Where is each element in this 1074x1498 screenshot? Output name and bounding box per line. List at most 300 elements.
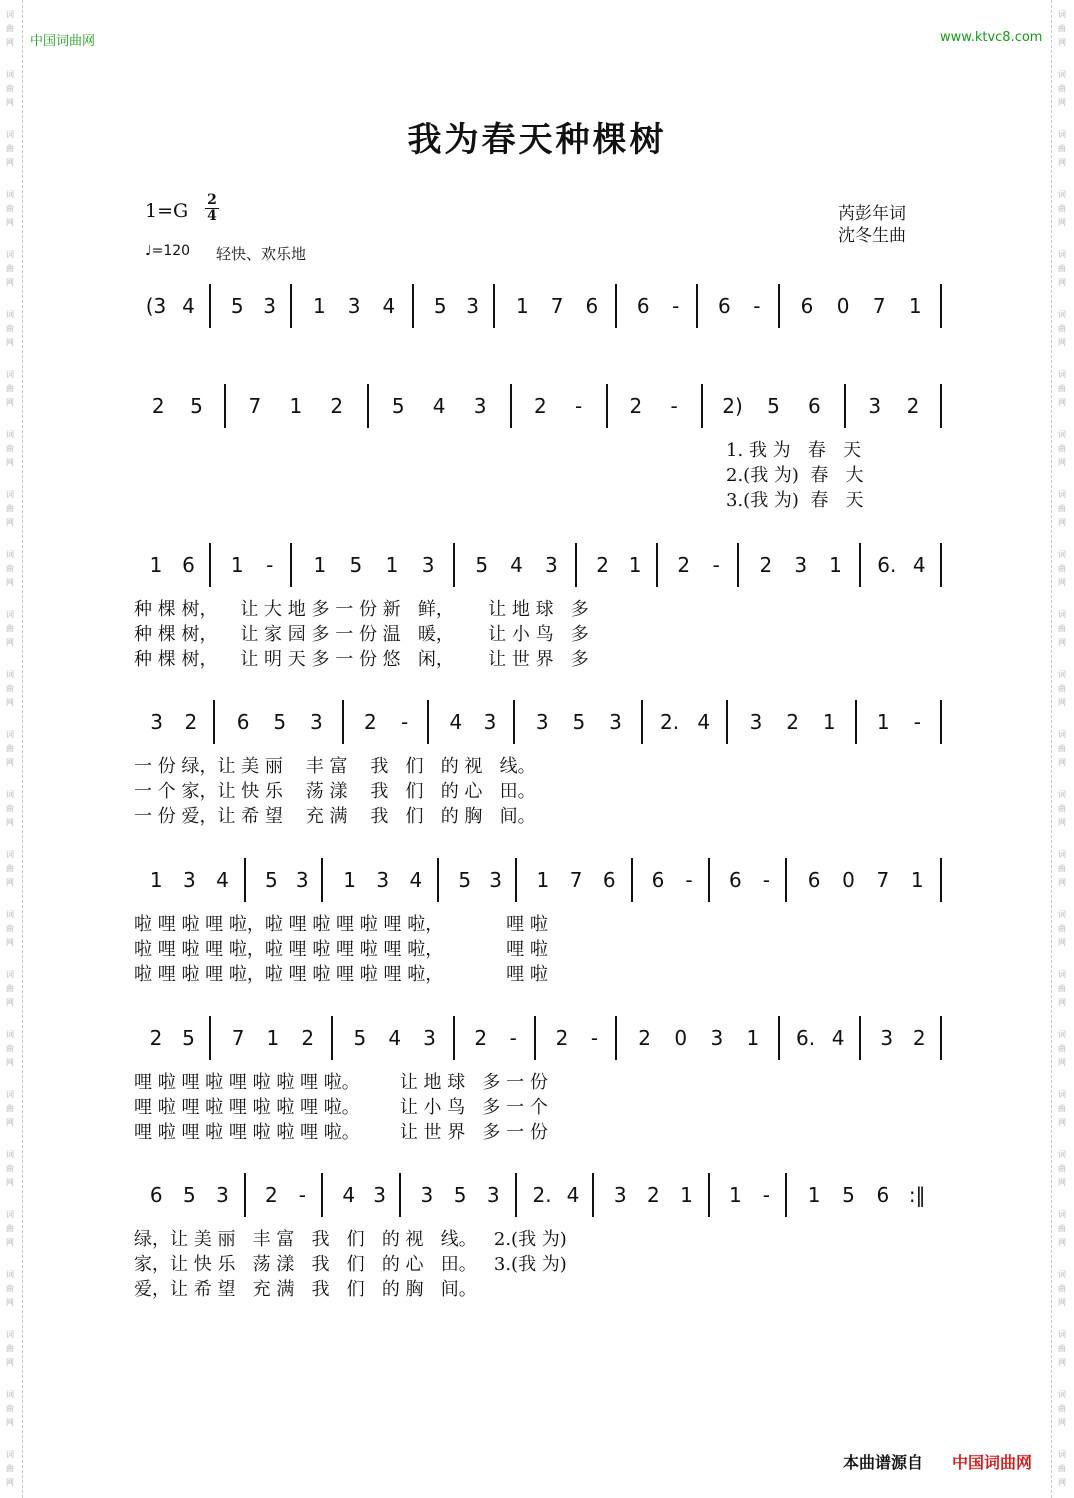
note: 2 — [906, 394, 920, 418]
lyric-line-3 — [0, 960, 1074, 984]
lyric-text: 一 份 爱，让 希 望 充 满 我 们 的 胸 间。 — [134, 806, 536, 827]
watermark-char: 曲 — [6, 744, 14, 753]
note: 2 — [184, 710, 198, 734]
watermark-char: 曲 — [1058, 1164, 1066, 1173]
watermark-char: 网 — [6, 1478, 14, 1487]
bar-line — [855, 700, 857, 744]
bar-line — [453, 1016, 455, 1060]
watermark-char: 曲 — [6, 1284, 14, 1293]
bar-line — [606, 384, 608, 428]
watermark-char: 曲 — [1058, 864, 1066, 873]
note: 5 — [433, 294, 447, 318]
note: 2 — [149, 1026, 163, 1050]
watermark-char: 网 — [6, 398, 14, 407]
note: - — [400, 710, 409, 734]
watermark-char: 词 — [6, 1090, 14, 1099]
watermark-char: 词 — [1058, 10, 1066, 19]
bar-line — [940, 543, 942, 587]
watermark-char: 词 — [1058, 310, 1066, 319]
note: 3 — [868, 394, 882, 418]
watermark-char: 词 — [6, 1270, 14, 1279]
watermark-char: 网 — [1058, 1118, 1066, 1127]
watermark-char: 词 — [6, 310, 14, 319]
bar-line — [515, 858, 517, 902]
note: - — [575, 394, 583, 418]
watermark-char: 网 — [6, 1418, 14, 1427]
note: - — [913, 710, 921, 734]
note: 1 — [149, 553, 163, 577]
watermark-char: 词 — [1058, 850, 1066, 859]
watermark-char: 网 — [6, 758, 14, 767]
bar-line — [290, 284, 292, 328]
bar-line — [696, 284, 698, 328]
watermark-char: 网 — [6, 1238, 14, 1247]
lyric-text: 绿，让 美 丽 丰 富 我 们 的 视 线。 2.(我 为) — [134, 1229, 567, 1250]
note: 3 — [373, 1183, 386, 1207]
watermark-char: 词 — [6, 1210, 14, 1219]
note: 5 — [349, 553, 363, 577]
note: 6 — [236, 710, 250, 734]
lyric-text: 哩 啦 哩 啦 哩 啦 啦 哩 啦。 让 世 界 多 一 份 — [134, 1122, 548, 1143]
watermark-char: 词 — [1058, 910, 1066, 919]
note: 1 — [746, 1026, 760, 1050]
watermark-char: 词 — [6, 1450, 14, 1459]
note: 5 — [353, 1026, 367, 1050]
watermark-char: 网 — [6, 98, 14, 107]
note: 5 — [391, 394, 405, 418]
note: 4 — [566, 1183, 580, 1207]
watermark-char: 网 — [6, 458, 14, 467]
watermark-char: 曲 — [6, 1044, 14, 1053]
watermark-char: 词 — [6, 430, 14, 439]
note: - — [298, 1183, 306, 1207]
watermark-char: 网 — [6, 698, 14, 707]
watermark-char: 词 — [6, 10, 14, 19]
lyric-line-1 — [0, 436, 1074, 460]
note: 0 — [836, 294, 850, 318]
note: 2 — [912, 1026, 926, 1050]
watermark-char: 曲 — [6, 1344, 14, 1353]
watermark-char: 曲 — [6, 24, 14, 33]
time-signature-top: 2 — [207, 192, 217, 208]
notes-line — [0, 858, 1074, 902]
lyric-line-2 — [0, 461, 1074, 485]
bar-line — [859, 543, 861, 587]
bar-line — [513, 700, 515, 744]
watermark-char: 网 — [1058, 1238, 1066, 1247]
lyric-line-1 — [0, 910, 1074, 934]
note: 2) — [722, 394, 743, 418]
watermark-char: 词 — [1058, 1330, 1066, 1339]
watermark-char: 曲 — [1058, 564, 1066, 573]
watermark-char: 曲 — [1058, 444, 1066, 453]
note: 5 — [458, 868, 472, 892]
watermark-char: 曲 — [1058, 984, 1066, 993]
bar-line — [940, 858, 942, 902]
note: 3 — [216, 1183, 229, 1207]
watermark-char: 词 — [6, 550, 14, 559]
lyricist-credit: 芮彭年词 — [838, 204, 906, 224]
watermark-char: 曲 — [1058, 324, 1066, 333]
note: 2 — [301, 1026, 315, 1050]
watermark-char: 网 — [1058, 1298, 1066, 1307]
bar-line — [367, 384, 369, 428]
note: 3 — [880, 1026, 894, 1050]
watermark-char: 网 — [1058, 158, 1066, 167]
watermark-char: 曲 — [6, 1464, 14, 1473]
lyric-text: 一 份 绿，让 美 丽 丰 富 我 们 的 视 线。 — [134, 756, 536, 777]
lyric-text: 啦 哩 啦 哩 啦，啦 哩 啦 哩 啦 哩 啦， 哩 啦 — [134, 914, 548, 935]
notes-line — [0, 1173, 1074, 1217]
note: 3 — [310, 710, 323, 734]
lyric-text: 啦 哩 啦 哩 啦，啦 哩 啦 哩 啦 哩 啦， 哩 啦 — [134, 964, 548, 985]
watermark-char: 曲 — [1058, 1224, 1066, 1233]
watermark-char: 词 — [6, 1330, 14, 1339]
lyric-line-3 — [0, 1118, 1074, 1142]
note: 7 — [550, 294, 564, 318]
note: 2 — [474, 1026, 488, 1050]
note: 3 — [466, 294, 480, 318]
bar-line — [244, 858, 246, 902]
lyric-text: 哩 啦 哩 啦 哩 啦 啦 哩 啦。 让 地 球 多 一 份 — [134, 1072, 548, 1093]
watermark-char: 曲 — [1058, 84, 1066, 93]
note: 4 — [409, 868, 423, 892]
note: 4 — [342, 1183, 356, 1207]
note: 5 — [475, 553, 489, 577]
note: 2 — [534, 394, 547, 418]
watermark-char: 曲 — [6, 204, 14, 213]
bar-line — [213, 700, 215, 744]
note: 3 — [263, 294, 277, 318]
lyric-text: 3.(我 为) 春 天 — [726, 490, 864, 511]
note: 7 — [876, 868, 890, 892]
note: 6 — [651, 868, 665, 892]
bar-line — [785, 1173, 787, 1217]
watermark-char: 曲 — [1058, 24, 1066, 33]
note: 1 — [313, 553, 327, 577]
note: 6. — [796, 1026, 816, 1050]
watermark-char: 曲 — [6, 1404, 14, 1413]
note: 4 — [912, 553, 926, 577]
note: 7 — [231, 1026, 245, 1050]
bar-line — [631, 858, 633, 902]
watermark-char: 曲 — [6, 444, 14, 453]
watermark-char: 曲 — [1058, 1464, 1066, 1473]
note: 7 — [569, 868, 583, 892]
watermark-char: 网 — [6, 638, 14, 647]
watermark-char: 网 — [1058, 758, 1066, 767]
note: 1 — [266, 1026, 280, 1050]
watermark-char: 曲 — [6, 324, 14, 333]
note: - — [266, 553, 274, 577]
watermark-char: 网 — [6, 518, 14, 527]
note: 3 — [295, 868, 309, 892]
note: 6 — [807, 868, 821, 892]
watermark-char: 网 — [6, 38, 14, 47]
watermark-char: 曲 — [1058, 384, 1066, 393]
watermark-char: 词 — [6, 790, 14, 799]
note: - — [762, 868, 770, 892]
watermark-char: 网 — [1058, 878, 1066, 887]
time-signature — [205, 193, 219, 224]
note: 2 — [629, 394, 643, 418]
note: 3 — [613, 1183, 627, 1207]
watermark-char: 网 — [6, 1178, 14, 1187]
watermark-char: 网 — [1058, 998, 1066, 1007]
footer-source-site[interactable]: 中国词曲网 — [952, 1453, 1033, 1472]
note: 3 — [423, 1026, 436, 1050]
bar-line — [244, 1173, 246, 1217]
bar-line — [321, 1173, 323, 1217]
note: 2 — [151, 394, 165, 418]
watermark-char: 曲 — [6, 144, 14, 153]
note: 3 — [489, 868, 502, 892]
site-url-right[interactable]: www.ktvc8.com — [940, 30, 1043, 45]
bar-line — [940, 284, 942, 328]
watermark-char: 网 — [1058, 578, 1066, 587]
watermark-char: 曲 — [6, 504, 14, 513]
note: 6 — [718, 294, 731, 318]
bar-line — [412, 284, 414, 328]
note: 5 — [453, 1183, 467, 1207]
bar-line — [331, 1016, 333, 1060]
note: 4 — [449, 710, 463, 734]
bar-line — [575, 543, 577, 587]
lyric-text: 种 棵 树， 让 明 天 多 一 份 悠 闲， 让 世 界 多 — [134, 649, 589, 670]
note: 1 — [876, 710, 890, 734]
watermark-char: 网 — [6, 278, 14, 287]
key-signature: 1=G — [145, 200, 189, 222]
note: 6 — [876, 1183, 890, 1207]
note: 7 — [248, 394, 262, 418]
credits — [838, 203, 906, 247]
watermark-char: 词 — [1058, 190, 1066, 199]
watermark-char: 网 — [1058, 1478, 1066, 1487]
bar-line — [515, 1173, 517, 1217]
note: 2 — [596, 553, 609, 577]
watermark-char: 网 — [1058, 458, 1066, 467]
watermark-char: 词 — [1058, 670, 1066, 679]
lyric-line-3 — [0, 486, 1074, 510]
note: - — [670, 394, 678, 418]
bar-line — [656, 543, 658, 587]
bar-line — [785, 858, 787, 902]
watermark-char: 词 — [1058, 70, 1066, 79]
watermark-char: 词 — [6, 670, 14, 679]
bar-line — [453, 543, 455, 587]
bar-line — [940, 1016, 942, 1060]
note: 2 — [786, 710, 799, 734]
watermark-char: 曲 — [6, 1164, 14, 1173]
watermark-char: 曲 — [6, 1104, 14, 1113]
tempo-marking: ♩=120 — [145, 243, 191, 259]
watermark-char: 词 — [1058, 430, 1066, 439]
note: 3 — [347, 294, 361, 318]
notes-line — [0, 700, 1074, 744]
note: 4 — [216, 868, 229, 892]
note: 0 — [842, 868, 855, 892]
song-title: 我为春天种棵树 — [407, 120, 667, 160]
notes-line — [0, 284, 1074, 328]
bar-line — [844, 384, 846, 428]
bar-line — [534, 1016, 536, 1060]
watermark-char: 曲 — [6, 264, 14, 273]
watermark-char: 词 — [1058, 1390, 1066, 1399]
note: 1 — [230, 553, 244, 577]
watermark-char: 词 — [1058, 1150, 1066, 1159]
note: 4 — [697, 710, 711, 734]
lyric-line-2 — [0, 1250, 1074, 1274]
watermark-char: 曲 — [1058, 204, 1066, 213]
bar-line — [224, 384, 226, 428]
watermark-char: 网 — [1058, 38, 1066, 47]
bar-line — [859, 1016, 861, 1060]
watermark-char: 曲 — [6, 384, 14, 393]
watermark-char: 词 — [6, 130, 14, 139]
watermark-char: 网 — [1058, 1058, 1066, 1067]
footer-source-label: 本曲谱源自 — [843, 1453, 924, 1472]
watermark-char: 词 — [1058, 790, 1066, 799]
watermark-char: 词 — [1058, 550, 1066, 559]
note: 1 — [680, 1183, 693, 1207]
watermark-char: 词 — [1058, 370, 1066, 379]
lyric-text: 种 棵 树， 让 大 地 多 一 份 新 鲜， 让 地 球 多 — [134, 599, 589, 620]
note: 5 — [264, 868, 278, 892]
watermark-char: 曲 — [1058, 924, 1066, 933]
watermark-char: 词 — [1058, 610, 1066, 619]
lyric-text: 爱，让 希 望 充 满 我 们 的 胸 间。 — [134, 1279, 477, 1300]
note: 1 — [807, 1183, 821, 1207]
note: 2 — [330, 394, 344, 418]
note: 4 — [182, 294, 195, 318]
watermark-char: 词 — [6, 1390, 14, 1399]
note: 5 — [190, 394, 203, 418]
note: 4 — [432, 394, 446, 418]
note: 3 — [150, 710, 164, 734]
note: - — [509, 1026, 517, 1050]
bar-line — [510, 384, 512, 428]
watermark-char: 网 — [6, 218, 14, 227]
watermark-char: 网 — [1058, 98, 1066, 107]
note: - — [590, 1026, 599, 1050]
note: 4 — [388, 1026, 402, 1050]
note: 1 — [515, 294, 529, 318]
note: - — [753, 294, 761, 318]
note: 1 — [312, 294, 326, 318]
watermark-char: 曲 — [6, 624, 14, 633]
watermark-char: 曲 — [1058, 1404, 1066, 1413]
watermark-char: 曲 — [1058, 1284, 1066, 1293]
watermark-char: 词 — [1058, 1210, 1066, 1219]
lyric-line-1 — [0, 752, 1074, 776]
bar-line — [592, 1173, 594, 1217]
note: 7 — [872, 294, 886, 318]
note: 3 — [749, 710, 763, 734]
note: 3 — [710, 1026, 724, 1050]
watermark-char: 网 — [1058, 218, 1066, 227]
watermark-char: 词 — [6, 370, 14, 379]
watermark-char: 词 — [6, 1030, 14, 1039]
bar-line — [209, 1016, 211, 1060]
lyric-text: 啦 哩 啦 哩 啦，啦 哩 啦 哩 啦 哩 啦， 哩 啦 — [134, 939, 548, 960]
watermark-char: 网 — [6, 1058, 14, 1067]
note: 6 — [800, 294, 814, 318]
site-name-left[interactable]: 中国词曲网 — [30, 34, 96, 49]
lyric-text: 一 个 家，让 快 乐 荡 漾 我 们 的 心 田。 — [134, 781, 536, 802]
watermark-char: 曲 — [6, 684, 14, 693]
lyric-text: 1. 我 为 春 天 — [726, 440, 861, 461]
note: 3 — [420, 1183, 434, 1207]
lyric-line-2 — [0, 620, 1074, 644]
watermark-char: 网 — [1058, 1418, 1066, 1427]
lyric-text: 种 棵 树， 让 家 园 多 一 份 温 暖， 让 小 鸟 多 — [134, 624, 589, 645]
note: 5 — [572, 710, 586, 734]
watermark-char: 网 — [1058, 518, 1066, 527]
watermark-char: 网 — [1058, 1178, 1066, 1187]
watermark-char: 网 — [6, 878, 14, 887]
watermark-char: 曲 — [6, 804, 14, 813]
note: 1 — [829, 553, 842, 577]
watermark-char: 曲 — [1058, 144, 1066, 153]
note: 3 — [609, 710, 622, 734]
notes-line — [0, 1016, 1074, 1060]
watermark-char: 曲 — [1058, 744, 1066, 753]
note: 1 — [728, 1183, 742, 1207]
composer-credit: 沈冬生曲 — [838, 226, 906, 246]
note: 1 — [910, 868, 924, 892]
watermark-char: 词 — [1058, 970, 1066, 979]
note: 1 — [908, 294, 922, 318]
lyric-line-2 — [0, 935, 1074, 959]
note: 3 — [544, 553, 558, 577]
note: 2 — [638, 1026, 651, 1050]
bar-line — [940, 384, 942, 428]
note: 6 — [602, 868, 616, 892]
note: 6 — [182, 553, 195, 577]
lyric-line-1 — [0, 595, 1074, 619]
note: 6 — [585, 294, 599, 318]
bar-line — [701, 384, 703, 428]
note: 2. — [659, 710, 680, 734]
note: 4 — [831, 1026, 845, 1050]
note: 2 — [759, 553, 773, 577]
note: 2 — [647, 1183, 660, 1207]
watermark-char: 词 — [1058, 130, 1066, 139]
notes-line — [0, 384, 1074, 428]
watermark-char: 词 — [1058, 490, 1066, 499]
lyric-line-1 — [0, 1068, 1074, 1092]
lyric-text: 哩 啦 哩 啦 哩 啦 啦 哩 啦。 让 小 鸟 多 一 个 — [134, 1097, 548, 1118]
watermark-char: 网 — [1058, 938, 1066, 947]
note: 3 — [535, 710, 549, 734]
note: 2. — [532, 1183, 552, 1207]
watermark-char: 网 — [6, 578, 14, 587]
watermark-char: 网 — [1058, 278, 1066, 287]
note: 1 — [536, 868, 550, 892]
bar-line — [399, 1173, 401, 1217]
note: 0 — [674, 1026, 688, 1050]
watermark-char: 词 — [1058, 1450, 1066, 1459]
watermark-char: 网 — [6, 998, 14, 1007]
watermark-char: 曲 — [1058, 264, 1066, 273]
watermark-char: 词 — [1058, 1270, 1066, 1279]
watermark-char: 曲 — [1058, 804, 1066, 813]
note: 5 — [182, 1026, 195, 1050]
note: - — [762, 1183, 770, 1207]
note: (3 — [145, 294, 167, 318]
watermark-char: 曲 — [6, 864, 14, 873]
watermark-char: 词 — [1058, 730, 1066, 739]
